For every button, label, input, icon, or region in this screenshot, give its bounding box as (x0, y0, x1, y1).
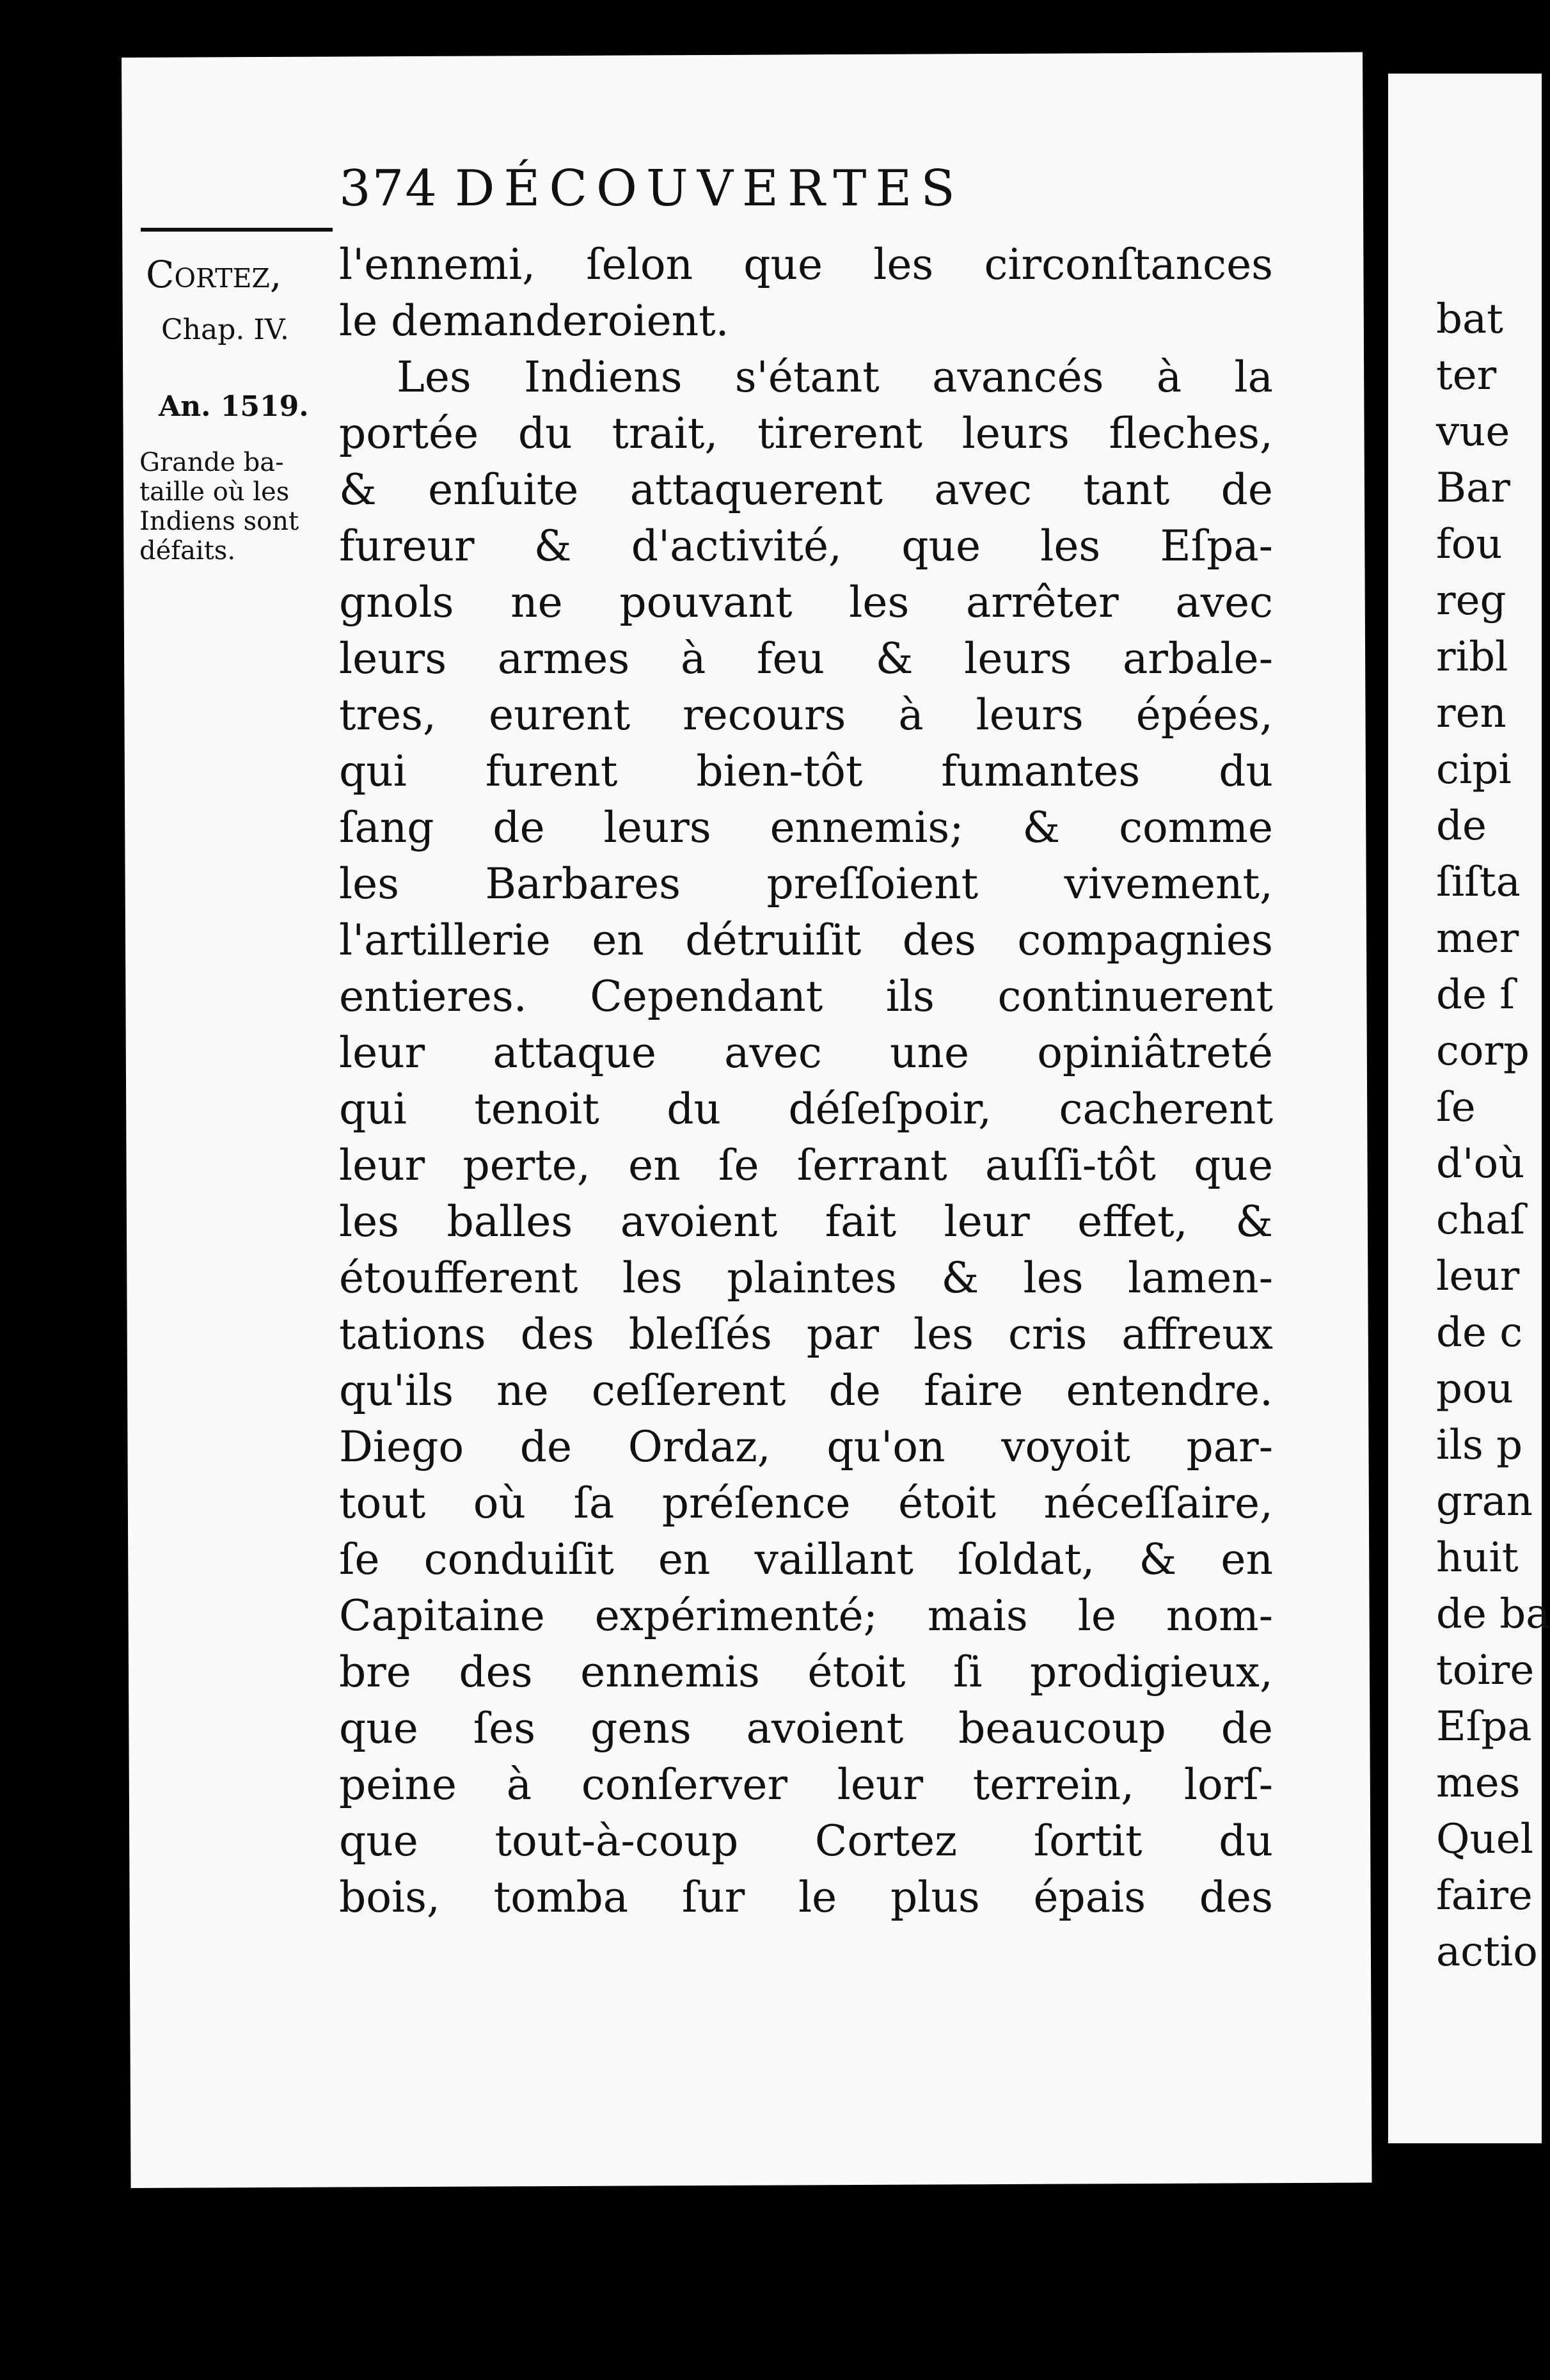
margin-rule (141, 228, 333, 232)
text-line: le demanderoient. (339, 296, 729, 345)
right-page-fragment: gran (1436, 1478, 1533, 1525)
text-line: qui furent bien-tôt fumantes du (339, 747, 1273, 796)
right-page-fragment: cipi (1436, 746, 1512, 793)
margin-year: An. 1519. (159, 390, 309, 423)
right-page-fragment: ſe (1436, 1084, 1476, 1131)
right-page-fragment: Quel (1436, 1816, 1534, 1863)
right-page-fragment: Eſpa (1436, 1703, 1532, 1750)
text-line: les Barbares preſſoient vivement, (339, 859, 1273, 908)
right-page-fragment: de ſ (1436, 971, 1515, 1019)
right-page-fragment: faire (1436, 1872, 1533, 1919)
text-line: Capitaine expérimenté; mais le nom- (339, 1591, 1273, 1640)
text-line: ſe conduiſit en vaillant ſoldat, & en (339, 1535, 1273, 1584)
text-line: fureur & d'activité, que les Eſpa- (339, 521, 1273, 571)
right-page-fragment: huit (1436, 1534, 1519, 1582)
margin-chapter: Chap. IV. (161, 313, 289, 346)
text-line: tres, eurent recours à leurs épées, (339, 690, 1273, 740)
text-line: peine à conſerver leur terrein, lorſ- (339, 1760, 1273, 1809)
right-page-fragment: de ba (1436, 1591, 1550, 1638)
right-page-fragment: actio (1436, 1928, 1538, 1976)
text-line: que tout-à-coup Cortez ſortit du (339, 1816, 1273, 1866)
right-page-fragment: vue (1436, 408, 1510, 456)
right-page-fragment: chaſ (1436, 1196, 1525, 1244)
right-page-text-fragments (1436, 291, 1550, 1980)
right-page-fragment: corp (1436, 1027, 1530, 1075)
right-page-fragment: ſiſta (1436, 859, 1521, 906)
right-page-fragment: leur (1436, 1253, 1520, 1300)
right-page-fragment: ren (1436, 690, 1507, 737)
margin-name: Cortez, (146, 253, 282, 296)
right-page-fragment: reg (1436, 577, 1507, 624)
right-page-fragment: de c (1436, 1309, 1523, 1356)
text-line: bois, tomba ſur le plus épais des (339, 1873, 1273, 1922)
running-title: DÉCOUVERTES (454, 160, 964, 218)
running-header (339, 160, 964, 218)
right-page-fragment: d'où (1436, 1140, 1525, 1187)
right-page-fragment: Bar (1436, 464, 1510, 512)
text-line: portée du trait, tirerent leurs fleches, (339, 409, 1273, 458)
text-line: l'ennemi, ſelon que les circonſtances (339, 240, 1273, 289)
right-page-fragment: ils p (1436, 1422, 1523, 1469)
text-line: étoufferent les plaintes & les lamen- (339, 1253, 1273, 1303)
right-page-fragment: toire (1436, 1647, 1535, 1694)
right-page-fragment: mer (1436, 915, 1519, 962)
text-line: entieres. Cependant ils continuerent (339, 972, 1273, 1021)
text-line: tout où ſa préſence étoit néceſſaire, (339, 1479, 1273, 1528)
page-number: 374 (339, 160, 438, 218)
text-line: ſang de leurs ennemis; & comme (339, 803, 1273, 852)
text-line: les balles avoient fait leur effet, & (339, 1197, 1273, 1246)
right-page-fragment: pou (1436, 1365, 1514, 1413)
text-line: gnols ne pouvant les arrêter avec (339, 578, 1273, 627)
text-line: & enſuite attaquerent avec tant de (339, 465, 1273, 514)
right-page-fragment: bat (1436, 296, 1503, 343)
text-line: l'artillerie en détruiſit des compagnies (339, 916, 1273, 965)
right-page-fragment: ter (1436, 352, 1497, 399)
margin-summary: Grande ba- taille où les Indiens sont défaits. (139, 448, 299, 566)
text-line: tations des bleſſés par les cris affreux (339, 1310, 1273, 1359)
text-line: que ſes gens avoient beaucoup de (339, 1704, 1273, 1753)
right-page-fragment: ribl (1436, 633, 1508, 681)
right-page-fragment: mes (1436, 1759, 1521, 1807)
right-page-fragment: de (1436, 802, 1487, 850)
body-text (339, 237, 1273, 1926)
text-line: qu'ils ne ceſſerent de faire entendre. (339, 1366, 1273, 1415)
text-line: qui tenoit du déſeſpoir, cacherent (339, 1084, 1273, 1134)
text-line: Les Indiens s'étant avancés à la (397, 353, 1273, 402)
text-line: leur perte, en ſe ſerrant auſſi-tôt que (339, 1141, 1273, 1190)
text-line: leurs armes à feu & leurs arbale- (339, 634, 1273, 683)
right-page-fragment: fou (1436, 521, 1503, 568)
text-line: leur attaque avec une opiniâtreté (339, 1028, 1273, 1077)
text-line: Diego de Ordaz, qu'on voyoit par- (339, 1422, 1273, 1472)
text-line: bre des ennemis étoit ſi prodigieux, (339, 1647, 1273, 1697)
